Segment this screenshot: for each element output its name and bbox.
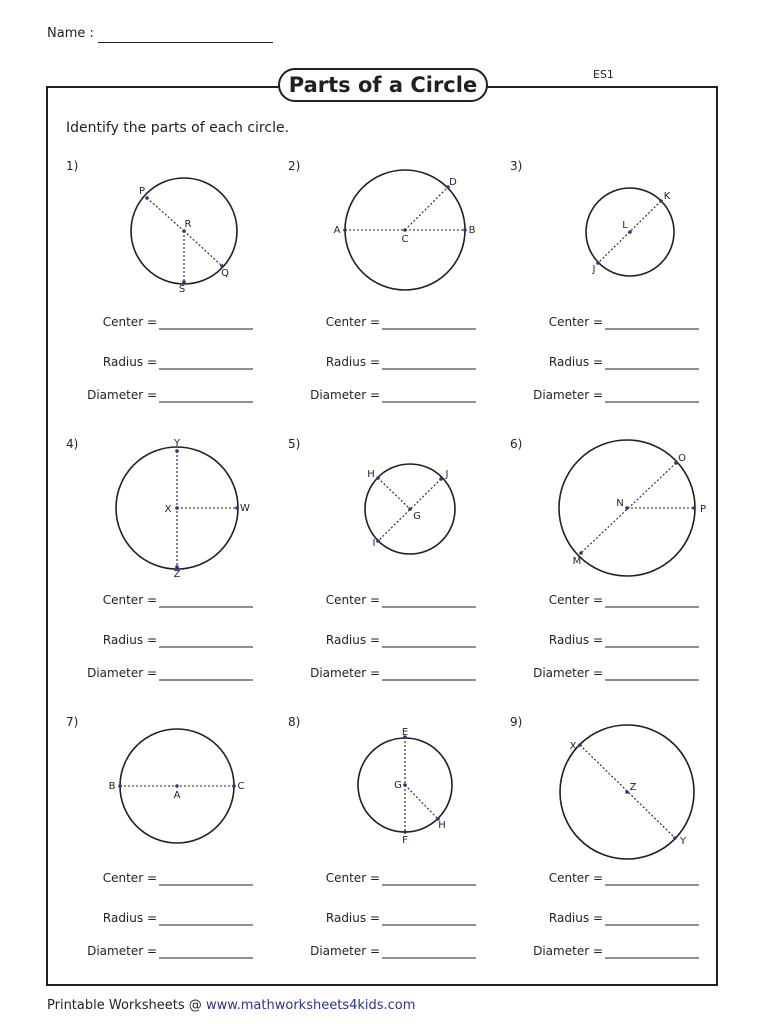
point-label-Z: Z	[629, 782, 637, 793]
point-dot	[578, 743, 582, 747]
radius-label: Radius =	[548, 911, 603, 925]
point-dot	[596, 261, 600, 265]
point-label-S: S	[178, 284, 186, 295]
diameter-label: Diameter =	[310, 944, 380, 958]
problem-5	[288, 437, 476, 680]
point-dot	[403, 830, 407, 834]
point-dot	[403, 783, 407, 787]
point-label-J: J	[592, 264, 596, 275]
diameter-label: Diameter =	[310, 666, 380, 680]
point-label-P: P	[699, 504, 707, 515]
name-label: Name :	[47, 26, 94, 41]
radius-label: Radius =	[325, 911, 380, 925]
problem-9	[510, 715, 699, 958]
center-label: Center =	[325, 315, 380, 329]
center-label: Center =	[102, 593, 157, 607]
point-label-G: G	[394, 780, 402, 791]
point-dot	[118, 784, 122, 788]
point-label-H: H	[438, 820, 446, 831]
problem-8	[288, 715, 476, 958]
segment	[147, 198, 184, 231]
radius-label: Radius =	[102, 355, 157, 369]
diameter-label: Diameter =	[87, 944, 157, 958]
footer	[47, 998, 415, 1013]
problem-2	[288, 159, 476, 402]
center-label: Center =	[102, 871, 157, 885]
point-label-O: O	[678, 453, 686, 464]
point-dot	[692, 506, 696, 510]
point-dot	[579, 551, 583, 555]
point-label-R: R	[184, 219, 192, 230]
point-dot	[343, 228, 347, 232]
point-label-A: A	[333, 225, 341, 236]
radius-label: Radius =	[102, 633, 157, 647]
problem-1	[66, 159, 253, 402]
point-label-G: G	[413, 511, 421, 522]
point-label-D: D	[449, 177, 457, 188]
point-dot	[628, 230, 632, 234]
point-dot	[232, 784, 236, 788]
problem-6	[510, 437, 706, 680]
center-label: Center =	[325, 871, 380, 885]
radius-label: Radius =	[325, 355, 380, 369]
point-dot	[145, 196, 149, 200]
point-label-J: J	[445, 469, 449, 480]
instructions: Identify the parts of each circle.	[66, 120, 290, 136]
point-label-N: N	[616, 498, 624, 509]
worksheet-code: ES1	[593, 68, 614, 81]
radius-label: Radius =	[548, 633, 603, 647]
point-dot	[376, 476, 380, 480]
radius-label: Radius =	[325, 633, 380, 647]
diameter-label: Diameter =	[87, 388, 157, 402]
point-dot	[175, 784, 179, 788]
point-dot	[673, 836, 677, 840]
point-label-B: B	[468, 225, 476, 236]
center-label: Center =	[548, 871, 603, 885]
point-label-Q: Q	[221, 268, 229, 279]
point-label-K: K	[663, 191, 671, 202]
point-label-A: A	[173, 790, 181, 801]
center-label: Center =	[548, 593, 603, 607]
point-dot	[408, 507, 412, 511]
point-dot	[463, 228, 467, 232]
point-dot	[376, 539, 380, 543]
point-dot	[659, 199, 663, 203]
point-label-H: H	[367, 469, 375, 480]
point-label-M: M	[572, 556, 582, 567]
diameter-label: Diameter =	[310, 388, 380, 402]
point-dot	[439, 477, 443, 481]
point-label-E: E	[401, 727, 409, 738]
point-dot	[175, 449, 179, 453]
problem-number: 1)	[66, 159, 79, 173]
diameter-label: Diameter =	[533, 388, 603, 402]
footer-prefix: Printable Worksheets @	[47, 998, 202, 1013]
problem-number: 4)	[66, 437, 79, 451]
center-label: Center =	[548, 315, 603, 329]
segment	[184, 231, 222, 266]
center-label: Center =	[102, 315, 157, 329]
segment	[405, 785, 438, 819]
point-label-P: P	[138, 186, 146, 197]
radius-label: Radius =	[102, 911, 157, 925]
point-label-I: I	[372, 538, 376, 549]
radius-label: Radius =	[548, 355, 603, 369]
point-label-Y: Y	[679, 836, 687, 847]
problem-number: 8)	[288, 715, 301, 729]
point-dot	[175, 506, 179, 510]
point-label-X: X	[569, 741, 577, 752]
center-label: Center =	[325, 593, 380, 607]
point-label-F: F	[402, 835, 408, 846]
point-label-Z: Z	[173, 569, 181, 580]
point-label-C: C	[237, 781, 245, 792]
problem-number: 9)	[510, 715, 523, 729]
problem-3	[510, 159, 699, 402]
point-dot	[625, 790, 629, 794]
segment	[405, 187, 448, 230]
diameter-label: Diameter =	[533, 944, 603, 958]
footer-link[interactable]: www.mathworksheets4kids.com	[205, 998, 416, 1013]
diameter-label: Diameter =	[87, 666, 157, 680]
problem-number: 3)	[510, 159, 523, 173]
point-label-Y: Y	[173, 438, 181, 449]
page-title: Parts of a Circle	[278, 68, 488, 102]
problem-number: 7)	[66, 715, 79, 729]
point-dot	[235, 506, 239, 510]
point-label-L: L	[622, 220, 628, 231]
point-dot	[625, 506, 629, 510]
diameter-label: Diameter =	[533, 666, 603, 680]
point-label-C: C	[401, 234, 409, 245]
problem-number: 5)	[288, 437, 301, 451]
point-label-B: B	[108, 781, 116, 792]
point-dot	[403, 228, 407, 232]
segment	[378, 478, 410, 509]
point-label-X: X	[164, 504, 172, 515]
problem-number: 2)	[288, 159, 301, 173]
problem-7	[66, 715, 253, 958]
point-label-W: W	[240, 503, 250, 514]
problem-4	[66, 437, 253, 680]
problem-number: 6)	[510, 437, 523, 451]
